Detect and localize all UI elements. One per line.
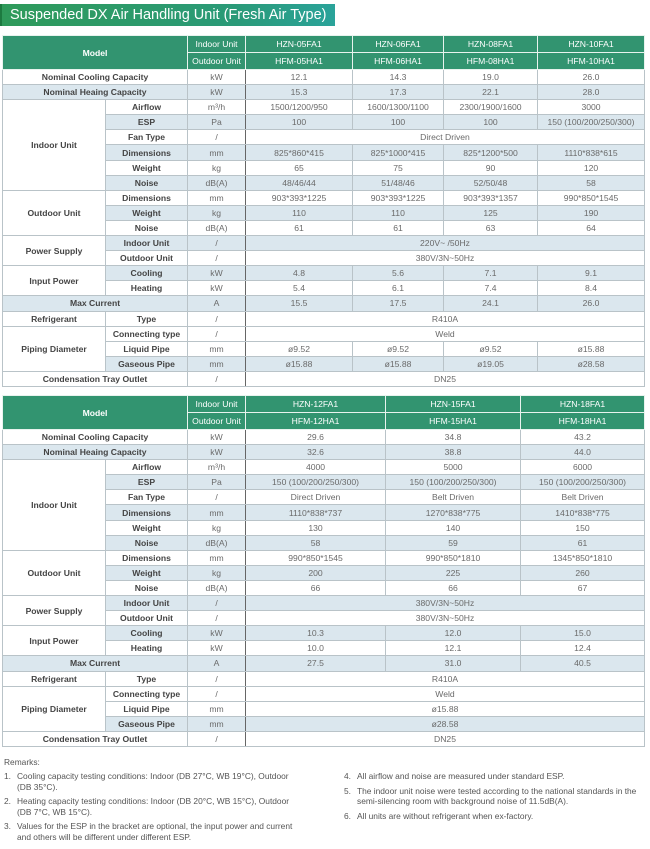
- outdoor-model: HFM-18HA1: [521, 413, 645, 430]
- row-unit: /: [188, 596, 246, 611]
- outdoor-model: HFM-10HA1: [538, 53, 645, 70]
- header-row-indoor: [3, 396, 645, 413]
- cell-value: R410A: [246, 311, 645, 326]
- cell-value: 990*850*1545: [538, 190, 645, 205]
- row-unit: /: [188, 236, 246, 251]
- cell-value: 14.3: [353, 70, 444, 85]
- table-row: [3, 70, 645, 85]
- table-row: [3, 596, 645, 611]
- table-row: [3, 236, 645, 251]
- remark-text: Cooling capacity testing conditions: Indoor (DB 27°C, WB 19°C), Outdoor (DB 35°C).: [17, 771, 289, 792]
- row-sublabel: Dimensions: [106, 550, 188, 565]
- cell-value: 6000: [521, 460, 645, 475]
- cell-value: DN25: [246, 731, 645, 746]
- cell-value: 2300/1900/1600: [444, 100, 538, 115]
- row-sublabel: Weight: [106, 565, 188, 580]
- row-unit: kg: [188, 565, 246, 580]
- indoor-model: HZN-12FA1: [246, 396, 386, 413]
- row-group-label: Piping Diameter: [3, 686, 106, 731]
- row-sublabel: Liquid Pipe: [106, 701, 188, 716]
- cell-value: 120: [538, 160, 645, 175]
- row-sublabel: Type: [106, 671, 188, 686]
- row-sublabel: Gaseous Pipe: [106, 356, 188, 371]
- cell-value: 29.6: [246, 430, 386, 445]
- cell-value: 380V/3N~50Hz: [246, 596, 645, 611]
- row-group-label: Power Supply: [3, 236, 106, 266]
- table-row: [3, 296, 645, 311]
- cell-value: 32.6: [246, 445, 386, 460]
- outdoor-unit-label: Outdoor Unit: [188, 413, 246, 430]
- cell-value: ø15.88: [246, 701, 645, 716]
- table-row: [3, 100, 645, 115]
- cell-value: 6.1: [353, 281, 444, 296]
- indoor-model: HZN-08FA1: [444, 36, 538, 53]
- spec-table-1: [2, 35, 645, 387]
- cell-value: ø15.88: [246, 356, 353, 371]
- row-sublabel: Cooling: [106, 266, 188, 281]
- row-unit: kg: [188, 160, 246, 175]
- cell-value: 15.3: [246, 85, 353, 100]
- cell-value: 130: [246, 520, 386, 535]
- remarks-left: [4, 771, 304, 846]
- table-row: [3, 626, 645, 641]
- indoor-model: HZN-10FA1: [538, 36, 645, 53]
- row-unit: mm: [188, 505, 246, 520]
- table-row: [3, 671, 645, 686]
- row-unit: mm: [188, 145, 246, 160]
- cell-value: 22.1: [444, 85, 538, 100]
- row-sublabel: Liquid Pipe: [106, 341, 188, 356]
- table-row: [3, 550, 645, 565]
- cell-value: 10.3: [246, 626, 386, 641]
- row-unit: Pa: [188, 475, 246, 490]
- outdoor-model: HFM-12HA1: [246, 413, 386, 430]
- cell-value: Direct Driven: [246, 130, 645, 145]
- outdoor-model: HFM-15HA1: [386, 413, 521, 430]
- row-sublabel: Connecting type: [106, 686, 188, 701]
- cell-value: 100: [246, 115, 353, 130]
- cell-value: 1270*838*775: [386, 505, 521, 520]
- cell-value: DN25: [246, 371, 645, 386]
- indoor-model: HZN-05FA1: [246, 36, 353, 53]
- row-unit: dB(A): [188, 580, 246, 595]
- cell-value: 63: [444, 220, 538, 235]
- row-sublabel: Cooling: [106, 626, 188, 641]
- row-unit: kW: [188, 626, 246, 641]
- row-unit: kg: [188, 520, 246, 535]
- row-sublabel: Noise: [106, 175, 188, 190]
- row-unit: dB(A): [188, 220, 246, 235]
- cell-value: 1410*838*775: [521, 505, 645, 520]
- cell-value: 28.0: [538, 85, 645, 100]
- cell-value: Direct Driven: [246, 490, 386, 505]
- outdoor-model: HFM-06HA1: [353, 53, 444, 70]
- indoor-model: HZN-18FA1: [521, 396, 645, 413]
- cell-value: ø15.88: [353, 356, 444, 371]
- row-unit: /: [188, 611, 246, 626]
- row-unit: A: [188, 656, 246, 671]
- cell-value: 3000: [538, 100, 645, 115]
- cell-value: 150: [521, 520, 645, 535]
- row-unit: Pa: [188, 115, 246, 130]
- page-title: Suspended DX Air Handling Unit (Fresh Air Type): [0, 4, 335, 26]
- remark-number: 3.: [4, 821, 11, 831]
- cell-value: Weld: [246, 686, 645, 701]
- table-row: [3, 266, 645, 281]
- cell-value: 26.0: [538, 70, 645, 85]
- row-group-label: Refrigerant: [3, 671, 106, 686]
- model-label: Model: [3, 36, 188, 70]
- cell-value: Weld: [246, 326, 645, 341]
- row-group-label: Outdoor Unit: [3, 550, 106, 595]
- cell-value: 903*393*1357: [444, 190, 538, 205]
- remark-text: All airflow and noise are measured under standard ESP.: [357, 771, 565, 781]
- remark-number: 1.: [4, 771, 11, 781]
- remarks-right: [344, 771, 644, 825]
- row-group-label: Indoor Unit: [3, 460, 106, 551]
- remark-text: The indoor unit noise were tested according to the national standards in the semi-silencing room with background noise of 11.5dB(A).: [357, 785, 637, 806]
- remarks: [4, 757, 649, 842]
- row-sublabel: Noise: [106, 580, 188, 595]
- cell-value: 12.0: [386, 626, 521, 641]
- remark-item: [344, 771, 644, 782]
- cell-value: 990*850*1810: [386, 550, 521, 565]
- cell-value: 43.2: [521, 430, 645, 445]
- table-row: [3, 686, 645, 701]
- cell-value: 150 (100/200/250/300): [246, 475, 386, 490]
- cell-value: ø15.88: [538, 341, 645, 356]
- cell-value: 12.1: [386, 641, 521, 656]
- cell-value: 125: [444, 205, 538, 220]
- row-unit: kW: [188, 281, 246, 296]
- table-row: [3, 445, 645, 460]
- cell-value: 380V/3N~50Hz: [246, 251, 645, 266]
- cell-value: 825*1200*500: [444, 145, 538, 160]
- remark-text: Values for the ESP in the bracket are optional, the input power and current and others will be different under different ESP.: [17, 821, 293, 842]
- outdoor-model: HFM-08HA1: [444, 53, 538, 70]
- cell-value: 8.4: [538, 281, 645, 296]
- row-unit: /: [188, 130, 246, 145]
- row-unit: dB(A): [188, 535, 246, 550]
- cell-value: 34.8: [386, 430, 521, 445]
- cell-value: 12.1: [246, 70, 353, 85]
- cell-value: 100: [444, 115, 538, 130]
- remark-item: [4, 821, 304, 842]
- cell-value: 225: [386, 565, 521, 580]
- cell-value: 4.8: [246, 266, 353, 281]
- row-unit: /: [188, 251, 246, 266]
- row-unit: /: [188, 671, 246, 686]
- cell-value: 140: [386, 520, 521, 535]
- cell-value: 7.1: [444, 266, 538, 281]
- cell-value: 200: [246, 565, 386, 580]
- row-unit: mm: [188, 550, 246, 565]
- cell-value: 903*393*1225: [246, 190, 353, 205]
- row-sublabel: Airflow: [106, 100, 188, 115]
- row-unit: /: [188, 490, 246, 505]
- row-sublabel: Fan Type: [106, 490, 188, 505]
- row-sublabel: Weight: [106, 205, 188, 220]
- row-unit: kW: [188, 266, 246, 281]
- row-unit: m³/h: [188, 460, 246, 475]
- remark-text: Heating capacity testing conditions: Indoor (DB 20°C, WB 15°C), Outdoor (DB 7°C, WB 15°C).: [17, 796, 290, 817]
- row-label: Nominal Cooling Capacity: [3, 70, 188, 85]
- row-unit: mm: [188, 190, 246, 205]
- row-sublabel: Type: [106, 311, 188, 326]
- row-unit: /: [188, 311, 246, 326]
- row-sublabel: Indoor Unit: [106, 596, 188, 611]
- cell-value: ø9.52: [353, 341, 444, 356]
- row-unit: kg: [188, 205, 246, 220]
- cell-value: 26.0: [538, 296, 645, 311]
- row-unit: kW: [188, 70, 246, 85]
- row-label: Max Current: [3, 296, 188, 311]
- cell-value: 825*860*415: [246, 145, 353, 160]
- row-sublabel: Airflow: [106, 460, 188, 475]
- cell-value: 110: [353, 205, 444, 220]
- cell-value: 12.4: [521, 641, 645, 656]
- row-group-label: Input Power: [3, 266, 106, 296]
- row-unit: mm: [188, 716, 246, 731]
- cell-value: ø9.52: [246, 341, 353, 356]
- row-label: Condensation Tray Outlet: [3, 371, 188, 386]
- cell-value: 1600/1300/1100: [353, 100, 444, 115]
- row-sublabel: Heating: [106, 281, 188, 296]
- cell-value: 5.6: [353, 266, 444, 281]
- table-row: [3, 731, 645, 746]
- cell-value: 7.4: [444, 281, 538, 296]
- indoor-unit-label: Indoor Unit: [188, 396, 246, 413]
- header-row-indoor: [3, 36, 645, 53]
- table-row: [3, 371, 645, 386]
- cell-value: 1110*838*737: [246, 505, 386, 520]
- cell-value: ø28.58: [246, 716, 645, 731]
- remark-number: 5.: [344, 785, 351, 796]
- cell-value: 51/48/46: [353, 175, 444, 190]
- row-unit: /: [188, 371, 246, 386]
- cell-value: 190: [538, 205, 645, 220]
- cell-value: Belt Driven: [521, 490, 645, 505]
- row-group-label: Indoor Unit: [3, 100, 106, 191]
- cell-value: 19.0: [444, 70, 538, 85]
- row-unit: kW: [188, 430, 246, 445]
- remark-item: [344, 786, 644, 807]
- cell-value: Belt Driven: [386, 490, 521, 505]
- cell-value: 17.5: [353, 296, 444, 311]
- row-sublabel: Indoor Unit: [106, 236, 188, 251]
- row-sublabel: Heating: [106, 641, 188, 656]
- cell-value: 67: [521, 580, 645, 595]
- cell-value: 380V/3N~50Hz: [246, 611, 645, 626]
- outdoor-unit-label: Outdoor Unit: [188, 53, 246, 70]
- row-sublabel: Dimensions: [106, 145, 188, 160]
- row-unit: kW: [188, 85, 246, 100]
- cell-value: 44.0: [521, 445, 645, 460]
- indoor-unit-label: Indoor Unit: [188, 36, 246, 53]
- row-unit: /: [188, 326, 246, 341]
- cell-value: 10.0: [246, 641, 386, 656]
- cell-value: ø19.05: [444, 356, 538, 371]
- table-row: [3, 460, 645, 475]
- outdoor-model: HFM-05HA1: [246, 53, 353, 70]
- remark-number: 4.: [344, 771, 351, 781]
- row-group-label: Power Supply: [3, 596, 106, 626]
- cell-value: 58: [538, 175, 645, 190]
- cell-value: 64: [538, 220, 645, 235]
- cell-value: R410A: [246, 671, 645, 686]
- table-row: [3, 190, 645, 205]
- row-sublabel: Gaseous Pipe: [106, 716, 188, 731]
- row-label: Nominal Heaing Capacity: [3, 85, 188, 100]
- remark-number: 2.: [4, 796, 11, 806]
- table-row: [3, 326, 645, 341]
- cell-value: 27.5: [246, 656, 386, 671]
- spec-table-2: [2, 395, 645, 747]
- cell-value: 4000: [246, 460, 386, 475]
- cell-value: 825*1000*415: [353, 145, 444, 160]
- cell-value: 61: [246, 220, 353, 235]
- cell-value: 990*850*1545: [246, 550, 386, 565]
- row-sublabel: Weight: [106, 520, 188, 535]
- cell-value: 58: [246, 535, 386, 550]
- row-label: Condensation Tray Outlet: [3, 731, 188, 746]
- cell-value: 150 (100/200/250/300): [538, 115, 645, 130]
- row-sublabel: Weight: [106, 160, 188, 175]
- row-sublabel: ESP: [106, 475, 188, 490]
- cell-value: 90: [444, 160, 538, 175]
- row-group-label: Piping Diameter: [3, 326, 106, 371]
- cell-value: 150 (100/200/250/300): [521, 475, 645, 490]
- table-row: [3, 85, 645, 100]
- row-unit: mm: [188, 341, 246, 356]
- remarks-heading: Remarks:: [4, 757, 40, 767]
- cell-value: 66: [246, 580, 386, 595]
- row-sublabel: Outdoor Unit: [106, 251, 188, 266]
- row-group-label: Input Power: [3, 626, 106, 656]
- cell-value: 5.4: [246, 281, 353, 296]
- row-label: Max Current: [3, 656, 188, 671]
- row-sublabel: Noise: [106, 220, 188, 235]
- cell-value: 100: [353, 115, 444, 130]
- cell-value: ø9.52: [444, 341, 538, 356]
- cell-value: 15.5: [246, 296, 353, 311]
- cell-value: 48/46/44: [246, 175, 353, 190]
- row-sublabel: Outdoor Unit: [106, 611, 188, 626]
- cell-value: ø28.58: [538, 356, 645, 371]
- row-unit: mm: [188, 701, 246, 716]
- cell-value: 220V~ /50Hz: [246, 236, 645, 251]
- row-unit: kW: [188, 445, 246, 460]
- cell-value: 61: [353, 220, 444, 235]
- cell-value: 61: [521, 535, 645, 550]
- row-unit: /: [188, 686, 246, 701]
- cell-value: 15.0: [521, 626, 645, 641]
- row-group-label: Refrigerant: [3, 311, 106, 326]
- cell-value: 110: [246, 205, 353, 220]
- cell-value: 38.8: [386, 445, 521, 460]
- row-group-label: Outdoor Unit: [3, 190, 106, 235]
- table-row: [3, 311, 645, 326]
- cell-value: 1345*850*1810: [521, 550, 645, 565]
- remark-text: All units are without refrigerant when ex-factory.: [357, 810, 534, 821]
- cell-value: 260: [521, 565, 645, 580]
- remark-item: [4, 771, 304, 792]
- remark-number: 6.: [344, 810, 351, 821]
- cell-value: 150 (100/200/250/300): [386, 475, 521, 490]
- remark-item: [4, 796, 304, 817]
- table-row: [3, 430, 645, 445]
- cell-value: 40.5: [521, 656, 645, 671]
- cell-value: 9.1: [538, 266, 645, 281]
- cell-value: 65: [246, 160, 353, 175]
- row-unit: m³/h: [188, 100, 246, 115]
- row-sublabel: ESP: [106, 115, 188, 130]
- cell-value: 59: [386, 535, 521, 550]
- row-sublabel: Dimensions: [106, 190, 188, 205]
- cell-value: 5000: [386, 460, 521, 475]
- row-unit: kW: [188, 641, 246, 656]
- model-label: Model: [3, 396, 188, 430]
- indoor-model: HZN-06FA1: [353, 36, 444, 53]
- cell-value: 17.3: [353, 85, 444, 100]
- cell-value: 52/50/48: [444, 175, 538, 190]
- cell-value: 903*393*1225: [353, 190, 444, 205]
- row-sublabel: Dimensions: [106, 505, 188, 520]
- indoor-model: HZN-15FA1: [386, 396, 521, 413]
- row-unit: /: [188, 731, 246, 746]
- cell-value: 31.0: [386, 656, 521, 671]
- row-sublabel: Connecting type: [106, 326, 188, 341]
- row-label: Nominal Cooling Capacity: [3, 430, 188, 445]
- table-row: [3, 656, 645, 671]
- row-label: Nominal Heaing Capacity: [3, 445, 188, 460]
- remark-item: [344, 811, 644, 822]
- row-unit: A: [188, 296, 246, 311]
- row-unit: dB(A): [188, 175, 246, 190]
- cell-value: 66: [386, 580, 521, 595]
- cell-value: 24.1: [444, 296, 538, 311]
- cell-value: 1500/1200/950: [246, 100, 353, 115]
- row-sublabel: Fan Type: [106, 130, 188, 145]
- cell-value: 1110*838*615: [538, 145, 645, 160]
- cell-value: 75: [353, 160, 444, 175]
- row-sublabel: Noise: [106, 535, 188, 550]
- row-unit: mm: [188, 356, 246, 371]
